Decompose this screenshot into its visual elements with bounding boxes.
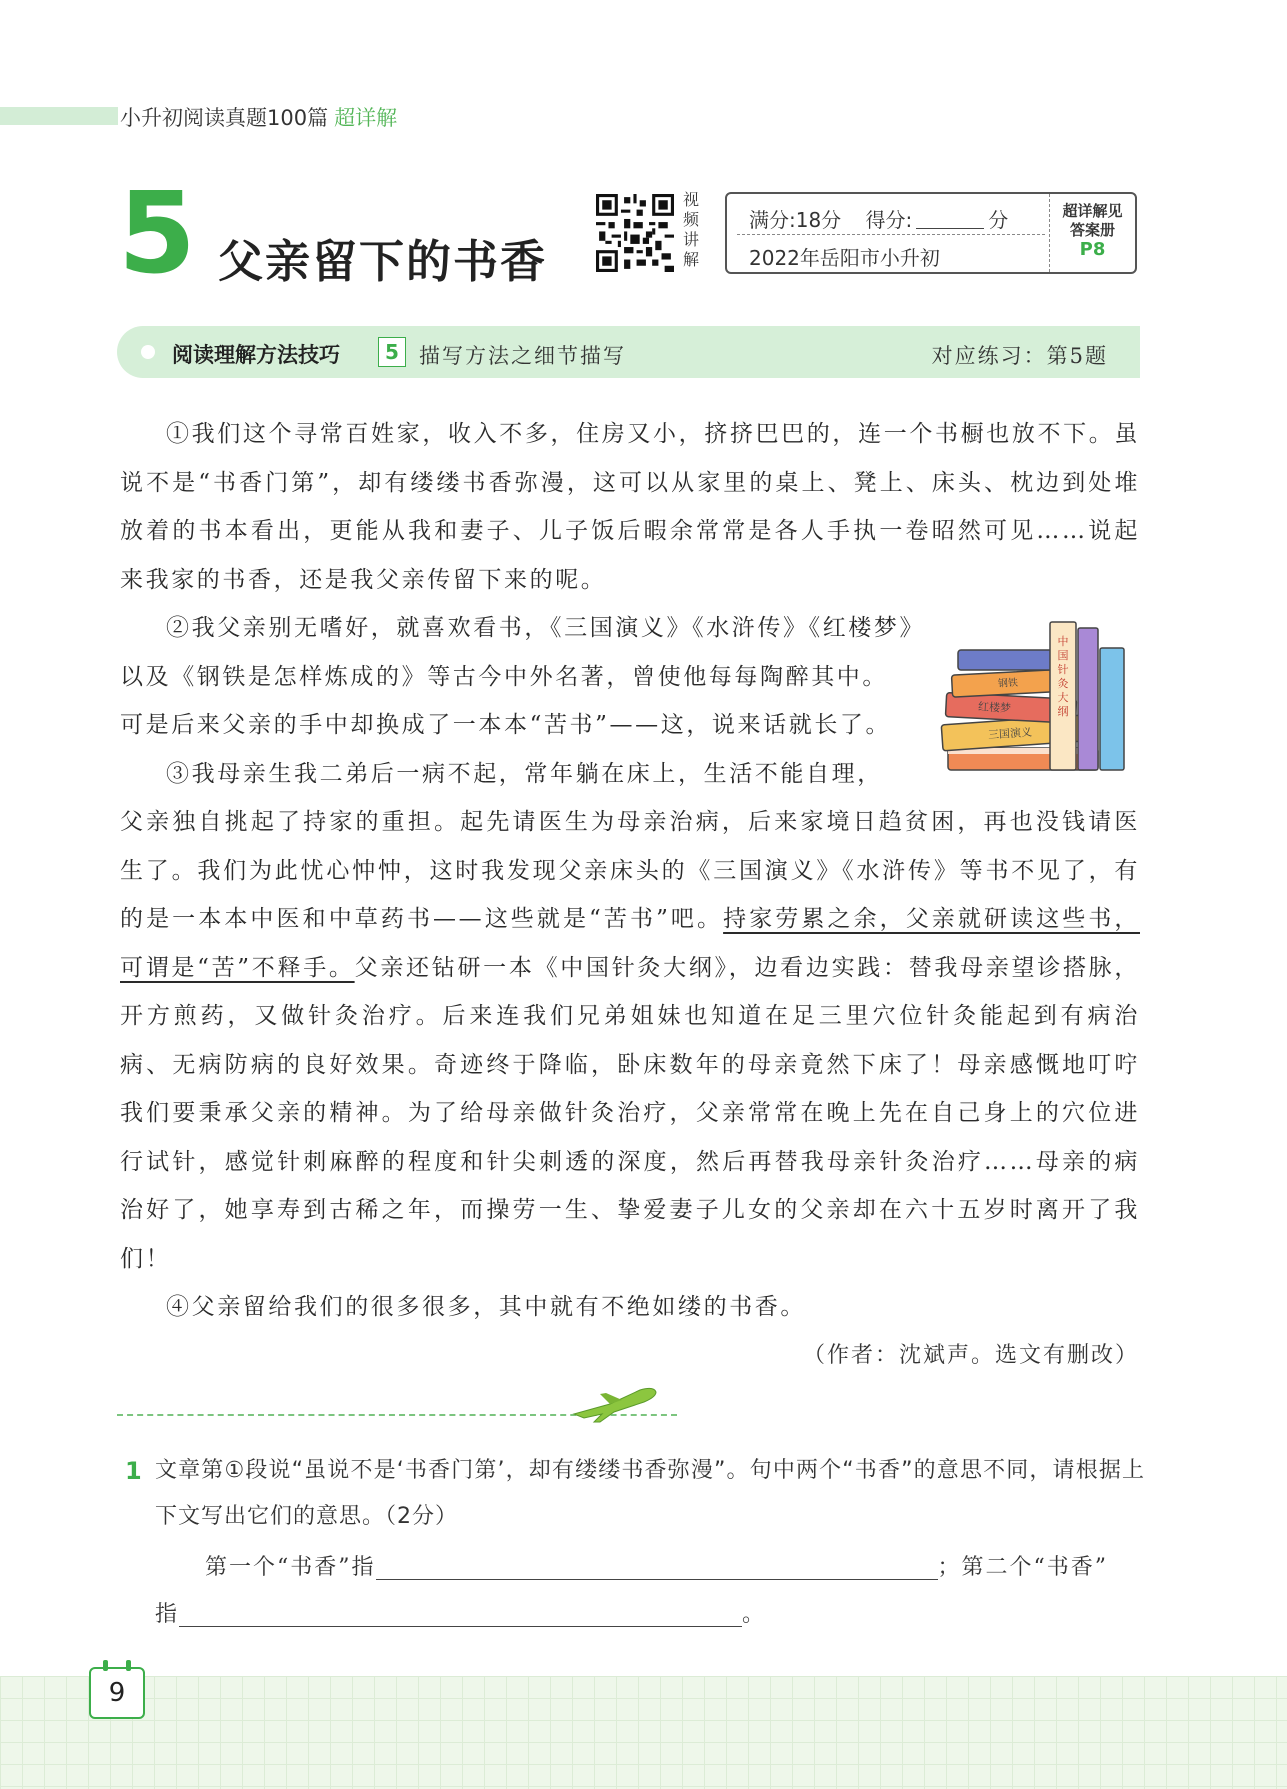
method-title: 阅读理解方法技巧 xyxy=(172,343,340,367)
book-spine-label: 中国针灸大纲 xyxy=(1057,635,1069,718)
first-prompt: 第一个“书香”指 xyxy=(205,1555,376,1580)
answer-ref-page: P8 xyxy=(1079,239,1106,260)
answer-reference xyxy=(1049,194,1135,272)
score-unit: 分 xyxy=(988,208,1009,232)
answer-input-2[interactable] xyxy=(179,1600,742,1627)
exam-source: 2022年岳阳市小升初 xyxy=(749,246,940,270)
books-illustration xyxy=(938,620,1143,775)
end-mark: 。 xyxy=(742,1602,767,1627)
paragraph-3-body xyxy=(120,798,1140,1283)
paragraph-2-line2: 以及《钢铁是怎样炼成的》等古今中外名著，曾使他每每陶醉其中。 xyxy=(120,663,888,690)
svg-text:钢铁: 钢铁 xyxy=(997,677,1019,690)
paragraph-2-line3: 可是后来父亲的手中却换成了一本本“苦书”——这，说来话就长了。 xyxy=(120,712,892,738)
qr-label-char: 解 xyxy=(682,250,699,269)
answer-ref-line2: 答案册 xyxy=(1069,221,1115,239)
paragraph-3-text: 父亲独自挑起了持家的重担。起先请医生为母亲治病，后来家境日趋贫困，再也没钱请医生了。我们为此忧心忡忡，这时我发现父亲床头的《三国演义》《水浒传》等书不见了，有的是一本本中医和中草药书——这些就是“苦书”吧。 xyxy=(120,809,1140,932)
paragraph-2-line1: ②我父亲别无嗜好，就喜欢看书，《三国演义》《水浒传》《红楼梦》 xyxy=(166,615,926,641)
question-text: 文章第①段说“虽说不是‘书香门第’，却有缕缕书香弥漫”。句中两个“书香”的意思不同，请根据上下文写出它们的意思。（2分） xyxy=(155,1458,1145,1529)
method-bar xyxy=(117,326,1140,378)
answer-line-2 xyxy=(155,1597,766,1628)
article-body xyxy=(120,410,1140,1332)
score-divider xyxy=(737,234,1045,235)
qr-label-char: 频 xyxy=(682,210,699,229)
running-title xyxy=(120,102,397,132)
method-subtitle: 描写方法之细节描写 xyxy=(419,344,626,368)
practice-reference: 对应练习：第5题 xyxy=(931,344,1108,368)
question-1 xyxy=(125,1448,1145,1540)
qr-label-char: 讲 xyxy=(682,230,699,249)
full-score: 满分:18分 xyxy=(749,208,842,232)
article-credit: （作者：沈斌声。选文有删改） xyxy=(802,1343,1139,1368)
paragraph-4: ④父亲留给我们的很多很多，其中就有不绝如缕的书香。 xyxy=(166,1294,806,1320)
method-number: 5 xyxy=(378,337,406,367)
series-accent: 超详解 xyxy=(334,106,398,130)
score-input[interactable] xyxy=(916,210,984,229)
svg-text:红楼梦: 红楼梦 xyxy=(977,700,1012,715)
score-box xyxy=(725,192,1137,274)
footer-grid xyxy=(0,1676,1287,1789)
paragraph-3-cont: 父亲还钻研一本《中国针灸大纲》，边看边实践：替我母亲望诊搭脉，开方煎药，又做针灸治疗。后来连我们兄弟姐妹也知道在足三里穴位针灸能起到有病治病、无病防病的良好效果。奇迹终于降临，卧床数年的母亲竟然下床了！母亲感慨地叮咛我们要秉承父亲的精神。为了给母亲做针灸治疗，父亲常常在晚上先在自己身上的穴位进行试针，感觉针刺麻醉的程度和针尖刺透的深度，然后再替我母亲针灸治疗……母亲的病治好了，她享寿到古稀之年，而操劳一生、挚爱妻子儿女的父亲却在六十五岁时离开了我们！ xyxy=(120,954,1140,1272)
qr-label-char: 视 xyxy=(682,190,699,209)
airplane-icon xyxy=(570,1384,660,1426)
qr-label xyxy=(680,190,702,270)
bullet-dot-icon xyxy=(141,345,155,359)
lesson-number: 5 xyxy=(118,169,196,299)
answer-input-1[interactable] xyxy=(376,1553,938,1580)
paragraph-3-line1: ③我母亲生我二弟后一病不起，常年躺在床上，生活不能自理， xyxy=(166,760,883,787)
lesson-title: 父亲留下的书香 xyxy=(218,235,548,288)
paragraph-1: ①我们这个寻常百姓家，收入不多，住房又小，挤挤巴巴的，连一个书橱也放不下。虽说不是“书香门第”，却有缕缕书香弥漫，这可以从家里的桌上、凳上、床头、枕边到处堆放着的书本看出，更能从我和妻子、儿子饭后暇余常常是各人手执一卷昭然可见……说起来我家的书香，还是我父亲传留下来的呢。 xyxy=(120,421,1140,593)
series-title: 小升初阅读真题100篇 xyxy=(120,106,329,130)
second-prompt: ；第二个“书香” xyxy=(937,1555,1108,1580)
score-row xyxy=(749,204,1008,233)
qr-code-icon[interactable] xyxy=(596,194,674,272)
question-number: 1 xyxy=(125,1457,142,1485)
second-cont: 指 xyxy=(155,1602,180,1627)
page-number: 9 xyxy=(89,1667,145,1719)
answer-line-1 xyxy=(205,1550,1108,1581)
svg-text:三国演义: 三国演义 xyxy=(987,725,1033,742)
got-score-label: 得分: xyxy=(865,208,913,232)
header-strip xyxy=(0,107,118,125)
underlined-sentence: 持家劳累之余，父亲就研读这些书，可谓是“苦”不释手。 xyxy=(120,906,1140,981)
answer-ref-line1: 超详解见 xyxy=(1062,202,1123,220)
